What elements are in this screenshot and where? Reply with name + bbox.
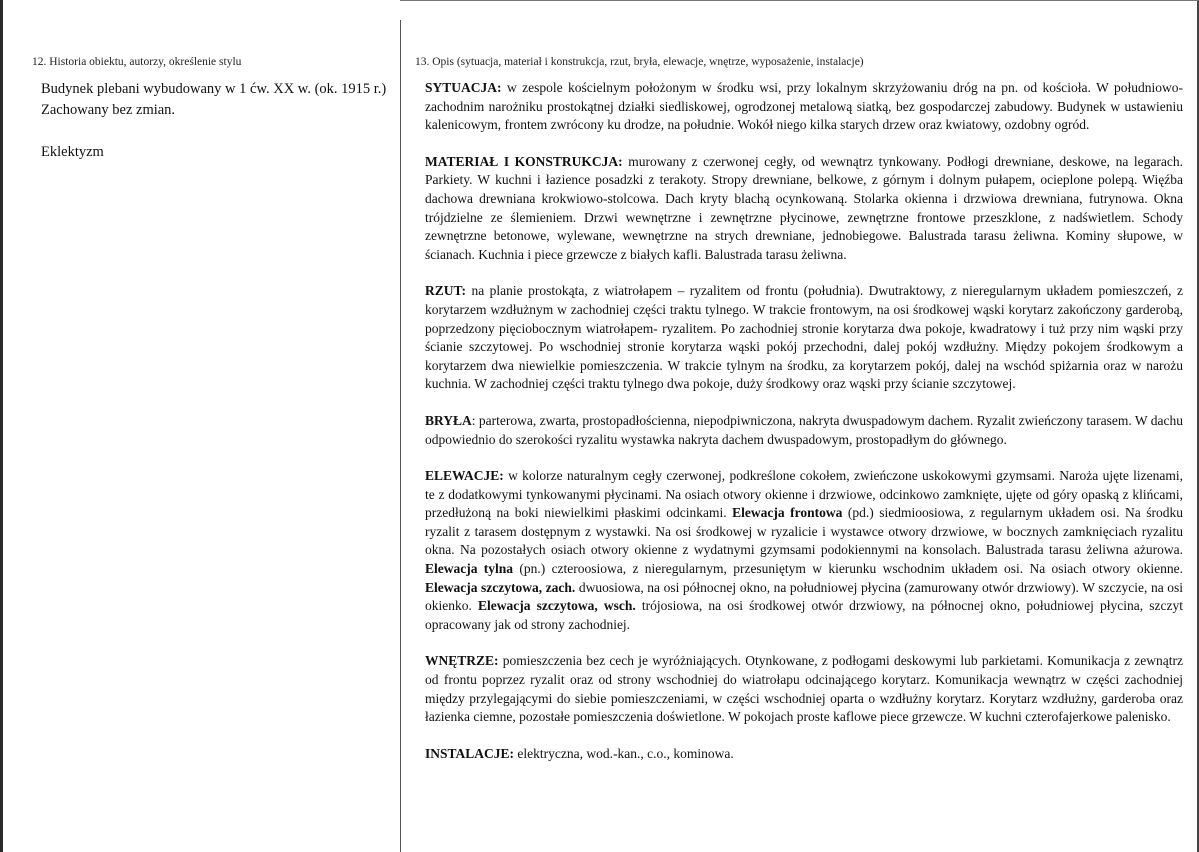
paragraph-bryla (425, 412, 1183, 449)
label-elewacja-wsch: Elewacja szczytowa, wsch. (478, 598, 636, 614)
text-sytuacja: w zespole kościelnym położonym w środku wsi, przy lokalnym skrzyżowaniu dróg na pn. od kościoła. W południowo-zachodnim narożniku prostokątnej działki siedliskowej, ogrodzonej metalową siatką, bez gospodarczej zabudowy. Budynek w ustawieniu kalenicowym, frontem zwrócony ku drodze, na południe. Wokół niego kilka starych drzew oraz kwiatowy, ozdobny ogród. (425, 80, 1183, 133)
section-12-body (41, 79, 387, 163)
section-13-body (425, 79, 1183, 763)
heading-elewacje: ELEWACJE: (425, 468, 504, 484)
heading-wnetrze: WNĘTRZE: (425, 653, 499, 669)
heading-instalacje: INSTALACJE: (425, 745, 515, 761)
text-elewacje-2: (pd.) siedmioosiowa, z regularnym układem osi. Na środku ryzalit z tarasem dostępnym z wystawki. Na osi środkowej w ryzalicie i wystawce otwory drzwiowe, w bocznych zamknięciach ryzalitu okna. Na pozostałych osiach otwory okienne z wydatnymi gzymsami podokiennymi na konsolach. Balustrada tarasu żeliwna ażurowa. (425, 505, 1184, 558)
label-elewacja-zach: Elewacja szczytowa, zach. (425, 579, 576, 595)
section-13-header: 13. Opis (sytuacja, materiał i konstrukcja, rzut, bryła, elewacje, wnętrze, wyposażenie, instalacje) (415, 56, 864, 68)
paragraph-instalacje (425, 745, 1183, 764)
scan-edge-left (0, 0, 3, 852)
text-material: murowany z czerwonej cegły, od wewnątrz tynkowany. Podłogi drewniane, deskowe, na legarach. Parkiety. W kuchni i łazience posadzki z terakoty. Stropy drewniane, belkowe, z górnym i dolnym pułapem, ocieplone polepą. Więźba dachowa drewniana krokwiowo-stolcowa. Dach kryty blachą ocynkowaną. Stolarka okienna i drzwiowa drewniana, futrynowa. Okna trójdzielne ze ślemieniem. Drzwi wewnętrzne i zewnętrzne płycinowe, zewnętrzne frontowe przeszklone, z nadświetlem. Schody zewnętrzne betonowe, wylewane, wewnętrzne na strych drewniane, jednobiegowe. Balustrada tarasu żeliwna. Kominy słupowe, w ścianach. Kuchnia i piece grzewcze z białych kafli. Balustrada tarasu żeliwna. (425, 153, 1184, 262)
paragraph-wnetrze (425, 652, 1183, 726)
style-text: Eklektyzm (41, 144, 104, 160)
section-12-header: 12. Historia obiektu, autorzy, określenie stylu (32, 56, 242, 68)
text-rzut: na planie prostokąta, z wiatrołapem – ryzalitem od frontu (południa). Dwutraktowy, z nieregularnym układem pomieszczeń, z korytarzem wzdłużnym w zachodniej części traktu tylnego. W trakcie frontowym, na osi środkowej wąski korytarz zakończony garderobą, poprzedzony pięciobocznym wiatrołapem- ryzalitem. Po zachodniej stronie korytarza dwa pokoje, kwadratowy i tuż przy nim wąski przy ścianie szczytowej. Po wschodniej stronie korytarza wąski pokój przechodni, dalej pokój wzdłużny. Między pokojem środkowym a korytarzem dwa niewielkie pomieszczenia. W trakcie tylnym na środku, za korytarzem pokój, dalej na wschód spiżarnia oraz w narożu kuchnia. W zachodniej części traktu tylnego dwa pokoje, duży środkowy oraz wąski przy ścianie szczytowej. (425, 283, 1183, 392)
paragraph-sytuacja (425, 79, 1183, 135)
text-instalacje: elektryczna, wod.-kan., c.o., kominowa. (514, 745, 734, 761)
paragraph-material (425, 153, 1183, 265)
paragraph-elewacje (425, 467, 1183, 634)
paragraph-rzut (425, 282, 1183, 394)
label-elewacja-tylna: Elewacja tylna (425, 561, 514, 577)
text-wnetrze: pomieszczenia bez cech je wyróżniających. Otynkowane, z podłogami deskowymi lub parkietami. Komunikacja z zewnątrz od frontu poprzez ryzalit oraz od strony wschodniej do wiatrołapu odcinającego korytarz. Komunikacja wewnątrz w części zachodniej między przylegającymi do siebie pomieszczeniami, w części wschodniej oparta o wzdłużny korytarz. Korytarz wzdłużny, garderoba oraz łazienka ciemne, pozostałe pomieszczenia doświetlone. W pokojach proste kaflowe piece grzewcze. W kuchni czterofajerkowe palenisko. (425, 653, 1183, 725)
heading-rzut: RZUT: (425, 283, 467, 299)
text-bryla: : parterowa, zwarta, prostopadłościenna, niepodpiwniczona, nakryta dwuspadowym dachem. Ryzalit zwieńczony tarasem. W dachu odpowiednio do szerokości ryzalitu wystawka nakryta dachem dwuspadowym, prostopadłym do głównego. (425, 412, 1184, 447)
text-elewacje-1: w kolorze naturalnym cegły czerwonej, podkreślone cokołem, zwieńczone uskokowymi gzymsami. Naroża ujęte lizenami, te z dodatkowymi tynkowanymi płycinami. Na osiach otwory okienne i drzwiowe, odcinkowo zamknięte, ujęte od góry opaską z klińcami, przedłużoną na boki niewielkimi płaskimi odcinkami. (425, 468, 1183, 521)
column-divider (400, 20, 401, 852)
top-rule (400, 0, 1199, 1)
text-elewacje-3: (pn.) czteroosiowa, z nieregularnym, przesuniętym w kierunku wschodnim układem osi. Na osiach otwory okienne. (513, 561, 1183, 577)
section-13 (415, 54, 1183, 781)
text-elewacje-5: trójosiowa, na osi środkowej otwór drzwiowy, na północnej okno, południowej płycina, szczyt opracowany jak od strony zachodniej. (425, 598, 1183, 632)
label-elewacja-frontowa: Elewacja frontowa (732, 505, 843, 521)
heading-bryla: BRYŁA (425, 412, 472, 428)
text-elewacje-4: dwuosiowa, na osi północnej okno, na południowej płycina (zamurowany otwór drzwiowy). W szczycie, na osi okienko. (425, 579, 1183, 614)
history-text: Budynek plebani wybudowany w 1 ćw. XX w. (ok. 1915 r.) Zachowany bez zmian. (41, 81, 387, 118)
heading-material: MATERIAŁ I KONSTRUKCJA: (425, 153, 623, 169)
section-12 (32, 54, 387, 163)
heading-sytuacja: SYTUACJA: (425, 80, 502, 95)
